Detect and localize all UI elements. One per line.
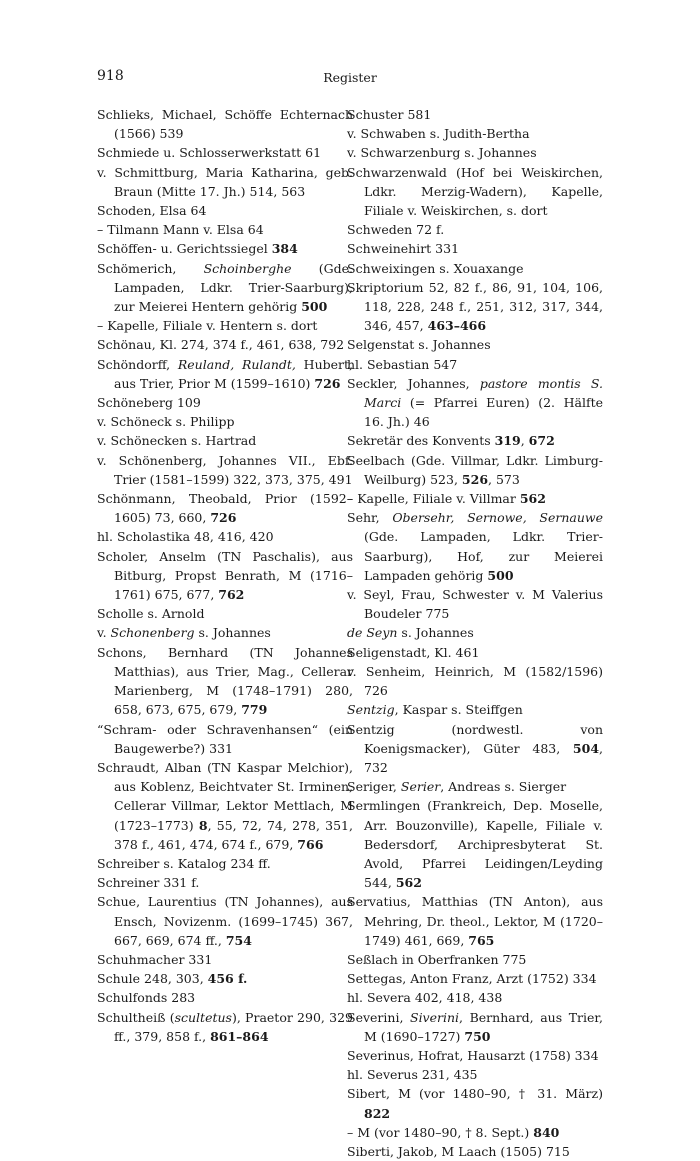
index-entry bbox=[97, 259, 353, 317]
running-head: Register bbox=[323, 70, 377, 85]
entry-segment: hl. Severa 402, 418, 438 bbox=[347, 990, 503, 1006]
entry-segment: v. bbox=[97, 625, 111, 641]
index-entry bbox=[97, 143, 353, 162]
entry-segment: Schweixingen s. Xouaxange bbox=[347, 260, 524, 276]
entry-segment: Schmiede u. Schlosserwerkstatt 61 bbox=[97, 145, 322, 161]
entry-segment: 726 bbox=[314, 375, 341, 391]
index-entry bbox=[97, 988, 353, 1007]
index-entry bbox=[347, 335, 603, 354]
index-entry bbox=[97, 873, 353, 892]
entry-segment: Selgenstat s. Johannes bbox=[347, 337, 491, 353]
entry-segment: Sibert, M (vor 1480–90, † 31. März) bbox=[347, 1086, 603, 1102]
entry-segment: 384 bbox=[271, 241, 298, 257]
entry-segment: Schuster 581 bbox=[347, 107, 432, 122]
entry-segment: Sekretär des Konvents bbox=[347, 433, 495, 449]
entry-segment: 672 bbox=[528, 433, 555, 449]
entry-segment: , Bernhard, aus Trier, M (1690–1727) bbox=[364, 1009, 603, 1044]
index-entry bbox=[97, 950, 353, 969]
index-column-left bbox=[97, 105, 353, 1046]
entry-segment: Schoinberghe bbox=[203, 260, 292, 276]
entry-segment: Siberti, Jakob, M Laach (1505) 715 bbox=[347, 1143, 570, 1159]
index-entry bbox=[347, 892, 603, 950]
entry-segment: Schreiber s. Katalog 234 ff. bbox=[97, 855, 271, 871]
entry-segment: – Kapelle, Filiale v. Villmar bbox=[347, 491, 520, 507]
entry-segment: “Schram- oder Schravenhansen“ (ein Baugewerbe?) 331 bbox=[97, 721, 353, 756]
index-entry bbox=[347, 431, 603, 450]
entry-segment: Schwarzenwald (Hof bei Weiskirchen, Ldkr. Merzig-Wadern), Kapelle, Filiale v. Weiskirchen, s. dort bbox=[347, 164, 603, 219]
index-entry bbox=[347, 355, 603, 374]
index-entry bbox=[97, 335, 353, 354]
entry-segment: v. Schönenberg, Johannes VII., Ebf. Trier (1581–1599) 322, 373, 375, 491 bbox=[97, 452, 353, 487]
index-entry bbox=[347, 1065, 603, 1084]
entry-segment: Schöneberg 109 bbox=[97, 395, 201, 411]
index-entry bbox=[347, 124, 603, 143]
index-entry bbox=[97, 201, 353, 220]
entry-segment: Seelbach (Gde. Villmar, Ldkr. Limburg-Weilburg) 523, bbox=[347, 452, 603, 487]
entry-segment: Sentzig bbox=[347, 702, 395, 718]
index-entry bbox=[347, 796, 603, 892]
entry-segment: Seriger, bbox=[347, 779, 401, 795]
index-entry bbox=[97, 105, 353, 143]
entry-segment: 766 bbox=[297, 836, 324, 852]
entry-segment: 526 bbox=[461, 471, 489, 487]
entry-segment: 500 bbox=[301, 299, 328, 315]
entry-segment: Schöffen- u. Gerichtssiegel bbox=[97, 241, 272, 257]
entry-segment: ), Praetor 290, 329 ff., 379, 858 f., bbox=[114, 1009, 353, 1044]
index-entry bbox=[97, 854, 353, 873]
entry-segment: , 732 bbox=[364, 740, 603, 775]
entry-segment: Sentzig (nordwestl. von Koenigsmacker), Güter 483, bbox=[347, 721, 603, 756]
entry-segment: s. Johannes bbox=[194, 625, 271, 641]
entry-segment: , Kaspar s. Steiffgen bbox=[394, 702, 523, 718]
entry-segment: Servatius, Matthias (TN Anton), aus Mehring, Dr. theol., Lektor, M (1720–1749) 461, 669, bbox=[347, 894, 603, 948]
entry-segment: v. Schönecken s. Hartrad bbox=[97, 433, 257, 449]
entry-segment: Schons, Bernhard (TN Johannes Matthias), aus Trier, Mag., Cellerar Marienberg, M (1748–1791) 280, 658, 673, 675, 679, bbox=[97, 644, 353, 718]
entry-segment: – Kapelle, Filiale v. Hentern s. dort bbox=[97, 318, 318, 334]
index-entry bbox=[347, 451, 603, 489]
index-entry bbox=[347, 777, 603, 796]
index-entry bbox=[97, 412, 353, 431]
entry-segment: 750 bbox=[464, 1028, 491, 1044]
index-entry bbox=[347, 950, 603, 969]
index-entry bbox=[347, 105, 603, 124]
entry-segment: v. Senheim, Heinrich, M (1582/1596) 726 bbox=[347, 663, 603, 699]
entry-segment: Schraudt, Alban (TN Kaspar Melchior), aus Koblenz, Beichtvater St. Irminen, Cellerar Villmar, Lektor Mettlach, M (1723–1773) bbox=[97, 759, 353, 833]
index-entry bbox=[347, 623, 603, 642]
entry-segment: v. Schöneck s. Philipp bbox=[97, 414, 235, 430]
entry-segment: Schlieks, Michael, Schöffe Echternach (1566) 539 bbox=[97, 107, 353, 142]
entry-segment: – Tilmann Mann v. Elsa 64 bbox=[97, 222, 264, 238]
index-entry bbox=[97, 316, 353, 335]
index-entry bbox=[347, 969, 603, 988]
entry-segment: Schönmann, Theobald, Prior (1592–1605) 73, 660, bbox=[97, 491, 353, 526]
index-entry bbox=[97, 969, 353, 988]
entry-segment: (Gde. Lampaden, Ldkr. Trier-Saarburg), zur Meierei Hentern gehörig bbox=[114, 260, 353, 315]
entry-segment: 779 bbox=[241, 702, 268, 718]
index-entry bbox=[347, 163, 603, 221]
entry-segment: Schönau, Kl. 274, 374 f., 461, 638, 792 bbox=[97, 337, 345, 353]
entry-segment: Sermlingen (Frankreich, Dep. Moselle, Arr. Bouzonville), Kapelle, Filiale v. Bedersdorf, Archipresbyterat St. Avold, Pfarrei Leidingen/Leyding 544, bbox=[347, 798, 603, 891]
entry-segment: 754 bbox=[225, 932, 252, 948]
entry-segment: 8 bbox=[198, 817, 208, 833]
entry-segment: Severinus, Hofrat, Hausarzt (1758) 334 bbox=[347, 1047, 599, 1063]
index-entry bbox=[97, 892, 353, 950]
entry-segment: (= Pfarrei Euren) (2. Hälfte 16. Jh.) 46 bbox=[364, 395, 603, 430]
entry-segment: hl. Sebastian 547 bbox=[347, 356, 458, 372]
entry-segment: Skriptorium 52, 82 f., 86, 91, 104, 106, 118, 228, 248 f., 251, 312, 317, 344, 346, 457, bbox=[347, 279, 603, 334]
page-number: 918 bbox=[97, 68, 124, 84]
entry-segment: v. Schwaben s. Judith-Bertha bbox=[347, 126, 530, 142]
entry-segment: hl. Scholastika 48, 416, 420 bbox=[97, 529, 274, 545]
index-entry bbox=[347, 720, 603, 778]
entry-segment: v. Schmittburg, Maria Katharina, geb. Braun (Mitte 17. Jh.) 514, 563 bbox=[97, 164, 353, 199]
index-column-right bbox=[347, 105, 603, 1161]
entry-segment: 562 bbox=[395, 875, 422, 891]
index-entry bbox=[347, 239, 603, 258]
entry-segment: 861–864 bbox=[210, 1028, 269, 1044]
entry-segment: Schule 248, 303, bbox=[97, 971, 208, 987]
index-entry bbox=[97, 720, 353, 758]
entry-segment: Seligenstadt, Kl. 461 bbox=[347, 644, 480, 660]
index-entry bbox=[347, 259, 603, 278]
entry-segment: , 55, 72, 74, 278, 351, 378 f., 461, 474, 674 f., 679, bbox=[114, 817, 353, 852]
index-entry bbox=[97, 547, 353, 605]
entry-segment: Seßlach in Oberfranken 775 bbox=[347, 951, 527, 967]
index-entry bbox=[347, 585, 603, 623]
index-entry bbox=[97, 527, 353, 546]
index-entry bbox=[347, 662, 603, 700]
index-entry bbox=[97, 431, 353, 450]
index-entry bbox=[97, 1008, 353, 1046]
index-entry bbox=[347, 278, 603, 336]
index-entry bbox=[347, 1123, 603, 1142]
entry-segment: 822 bbox=[364, 1105, 391, 1121]
index-entry bbox=[97, 163, 353, 201]
index-entry bbox=[97, 623, 353, 642]
entry-segment: 504 bbox=[572, 740, 600, 756]
entry-segment: Sehr, bbox=[347, 510, 393, 526]
entry-segment: 840 bbox=[533, 1124, 560, 1140]
entry-segment: v. Schwarzenburg s. Johannes bbox=[347, 145, 537, 161]
entry-segment: Schulfonds 283 bbox=[97, 990, 196, 1006]
index-entry bbox=[347, 508, 603, 585]
index-entry bbox=[97, 604, 353, 623]
index-entry bbox=[97, 489, 353, 527]
entry-segment: 319 bbox=[494, 433, 521, 449]
index-entry bbox=[97, 643, 353, 720]
index-entry bbox=[347, 700, 603, 719]
index-entry bbox=[97, 355, 353, 393]
entry-segment: s. Johannes bbox=[397, 625, 474, 641]
index-entry bbox=[347, 489, 603, 508]
entry-segment: Schöndorff, bbox=[97, 356, 178, 372]
entry-segment: de Seyn bbox=[347, 625, 398, 641]
entry-segment: Schuhmacher 331 bbox=[97, 951, 213, 967]
index-entry bbox=[347, 143, 603, 162]
entry-segment: Scholle s. Arnold bbox=[97, 606, 205, 622]
index-entry bbox=[97, 758, 353, 854]
entry-segment: Schreiner 331 f. bbox=[97, 875, 200, 891]
index-entry bbox=[347, 374, 603, 432]
index-entry bbox=[97, 451, 353, 489]
entry-segment: hl. Severus 231, 435 bbox=[347, 1067, 478, 1083]
entry-segment: , Andreas s. Sierger bbox=[440, 779, 567, 795]
entry-segment: Schweden 72 f. bbox=[347, 222, 445, 238]
entry-segment: Hubert, aus Trier, Prior M (1599–1610) bbox=[114, 356, 353, 391]
entry-segment: Siverini bbox=[410, 1009, 460, 1025]
entry-segment: Reuland, Rulandt, bbox=[177, 356, 296, 372]
entry-segment: , 573 bbox=[488, 471, 520, 487]
entry-segment: Serier bbox=[400, 779, 441, 795]
entry-segment: Scholer, Anselm (TN Paschalis), aus Bitburg, Propst Benrath, M (1716–1761) 675, 677, bbox=[97, 548, 353, 603]
entry-segment: v. Seyl, Frau, Schwester v. M Valerius Boudeler 775 bbox=[347, 587, 603, 622]
entry-segment: Seckler, Johannes, bbox=[347, 375, 480, 391]
entry-segment: scultetus bbox=[174, 1009, 232, 1025]
index-entry bbox=[97, 220, 353, 239]
entry-segment: Schweinehirt 331 bbox=[347, 241, 460, 257]
entry-segment: 765 bbox=[468, 932, 495, 948]
entry-segment: , bbox=[520, 433, 529, 449]
index-entry bbox=[347, 1084, 603, 1122]
entry-segment: 726 bbox=[210, 510, 237, 526]
index-entry bbox=[347, 1142, 603, 1161]
index-entry bbox=[347, 220, 603, 239]
entry-segment: 500 bbox=[487, 567, 514, 583]
index-entry bbox=[347, 1046, 603, 1065]
index-entry bbox=[347, 988, 603, 1007]
entry-segment: Obersehr, Sernowe, Sernauwe bbox=[392, 510, 603, 526]
entry-segment: Schoden, Elsa 64 bbox=[97, 203, 207, 219]
entry-segment: 463–466 bbox=[427, 318, 487, 334]
entry-segment: pastore montis S. Marci bbox=[364, 375, 603, 411]
entry-segment: Schömerich, bbox=[97, 260, 204, 276]
index-entry bbox=[97, 239, 353, 258]
index-entry bbox=[347, 643, 603, 662]
entry-segment: (Gde. Lampaden, Ldkr. Trier-Saarburg), Hof, zur Meierei Lampaden gehörig bbox=[364, 529, 603, 583]
entry-segment: Schue, Laurentius (TN Johannes), aus Ensch, Novizenm. (1699–1745) 367, 667, 669, 674 ff., bbox=[97, 894, 353, 948]
entry-segment: Severini, bbox=[347, 1009, 410, 1025]
entry-segment: 456 f. bbox=[207, 971, 248, 987]
entry-segment: Settegas, Anton Franz, Arzt (1752) 334 bbox=[347, 971, 597, 987]
entry-segment: Schultheiß ( bbox=[97, 1009, 175, 1025]
entry-segment: 762 bbox=[218, 587, 245, 603]
index-entry bbox=[347, 1008, 603, 1046]
entry-segment: 562 bbox=[519, 491, 546, 507]
entry-segment: – M (vor 1480–90, † 8. Sept.) bbox=[347, 1124, 534, 1140]
index-entry bbox=[97, 393, 353, 412]
entry-segment: Schonenberg bbox=[110, 625, 195, 641]
